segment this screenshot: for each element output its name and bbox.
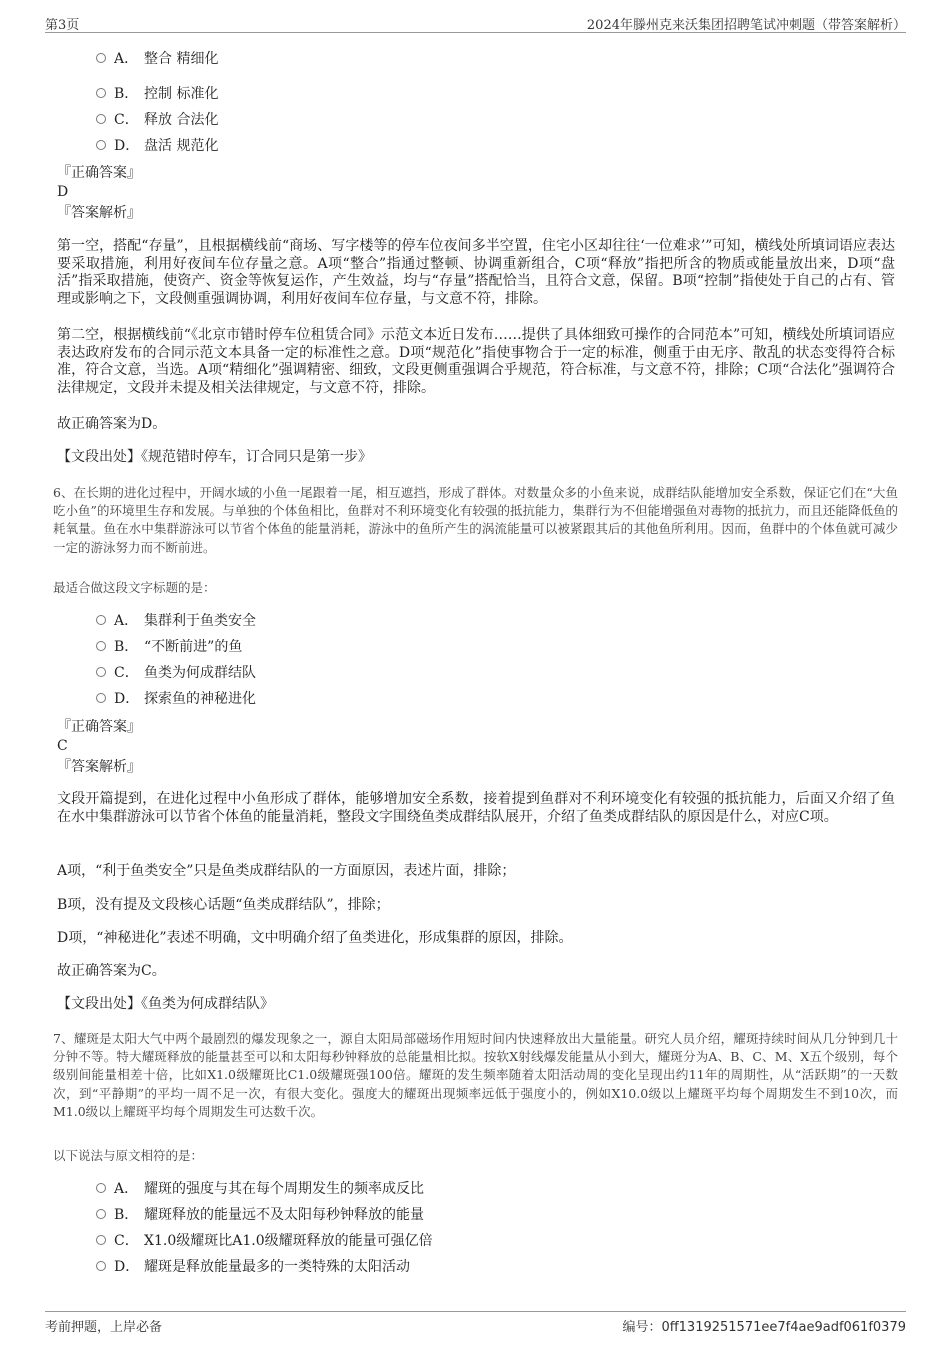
q6-source: 【文段出处】《鱼类为何成群结队》 [57,996,274,1012]
radio-icon[interactable] [96,1183,106,1193]
q7-option-c[interactable]: C． X1.0级耀斑比A1.0级耀斑释放的能量可强亿倍 [96,1231,433,1251]
q6-analysis-paragraph-2: A项，“利于鱼类安全”只是鱼类成群结队的一方面原因，表述片面，排除； [57,863,516,879]
q6-answer-label: 『正确答案』 [57,719,141,735]
q5-analysis-label: 『答案解析』 [57,205,141,221]
q6-prompt: 最适合做这段文字标题的是： [53,580,216,595]
q5-conclusion: 故正确答案为D。 [57,416,167,432]
q7-question-text: 7、耀斑是太阳大气中两个最剧烈的爆发现象之一，源自太阳局部磁场作用短时间内快速释放出大量能量。研究人员介绍，耀斑持续时间从几分钟到几十分钟不等。特大耀斑释放的能量甚至可以和太阳每秒钟释放的总能量相比拟。按软X射线爆发能量从小到大，耀斑分为A、B、C、M、X五个级别，每个级别间能量相差十倍，比如X1.0级耀斑比C1.0级耀斑强100倍。耀斑的发生频率随着太阳活动周的变化呈现出约11年的周期性，从“活跃期”的一天数次，到“平静期”的平均一周不足一次，有很大变化。强度大的耀斑出现频率远低于强度小的，例如X10.0级以上耀斑平均每个周期发生不到10次，而M1.0级以上耀斑平均每个周期发生可达数千次。 [53,1031,898,1119]
radio-icon[interactable] [96,693,106,703]
q6-analysis-paragraph-1: 文段开篇提到，在进化过程中小鱼形成了群体，能够增加安全系数，接着提到鱼群对不利环境变化有较强的抵抗能力，后面又介绍了鱼在水中集群游泳可以节省个体鱼的能量消耗，整段文字围绕鱼类成群结队展开，介绍了鱼类成群结队的原因是什么，对应C项。 [57,791,895,825]
radio-icon[interactable] [96,53,106,63]
radio-icon[interactable] [96,140,106,150]
radio-icon[interactable] [96,615,106,625]
radio-icon[interactable] [96,667,106,677]
q5-source: 【文段出处】《规范错时停车，订合同只是第一步》 [57,449,372,465]
document-serial: 编号：0ff1319251571ee7f4ae9adf061f0379 [622,1320,906,1335]
radio-icon[interactable] [96,1209,106,1219]
q5-answer: D [57,184,69,200]
radio-icon[interactable] [96,114,106,124]
q5-analysis-paragraph-2: 第二空，根据横线前“《北京市错时停车位租赁合同》示范文本近日发布……提供了具体细致可操作的合同范本”可知，横线处所填词语应表达政府发布的合同示范文本具备一定的标准性之意。D项“规范化”指使事物合于一定的标准，侧重于由无序、散乱的状态变得符合标准，符合文意，当选。A项“精细化”强调精密、细致，文段更侧重强调合乎规范，符合标准，与文意不符，排除；C项“合法化”强调符合法律规定，文段并未提及相关法律规定，与文意不符，排除。 [57,327,895,396]
q7-prompt: 以下说法与原文相符的是： [53,1148,204,1163]
q5-option-d[interactable]: D． 盘活 规范化 [96,136,218,156]
q7-option-d[interactable]: D． 耀斑是释放能量最多的一类特殊的太阳活动 [96,1257,410,1277]
q6-option-c[interactable]: C． 鱼类为何成群结队 [96,663,256,683]
q5-option-c[interactable]: C． 释放 合法化 [96,110,218,130]
q6-option-a[interactable]: A． 集群利于鱼类安全 [96,611,256,631]
page-number: 第3页 [45,18,80,33]
q5-option-b[interactable]: B． 控制 标准化 [96,84,218,104]
q6-analysis-paragraph-4: D项，“神秘进化”表述不明确，文中明确介绍了鱼类进化，形成集群的原因，排除。 [57,930,573,946]
radio-icon[interactable] [96,88,106,98]
q6-analysis-label: 『答案解析』 [57,759,141,775]
radio-icon[interactable] [96,1261,106,1271]
q6-option-d[interactable]: D． 探索鱼的神秘进化 [96,689,256,709]
q5-option-a[interactable]: A． 整合 精细化 [96,49,218,69]
q5-answer-label: 『正确答案』 [57,165,141,181]
document-title: 2024年滕州克来沃集团招聘笔试冲刺题（带答案解析） [586,18,906,33]
q6-conclusion: 故正确答案为C。 [57,963,166,979]
q7-option-a[interactable]: A． 耀斑的强度与其在每个周期发生的频率成反比 [96,1179,424,1199]
q5-analysis-paragraph-1: 第一空，搭配“存量”，且根据横线前“商场、写字楼等的停车位夜间多半空置，住宅小区却往往‘一位难求’”可知，横线处所填词语应表达要采取措施，利用好夜间车位存量之意。A项“整合”指通过整顿、协调重新组合，C项“释放”指把所含的物质或能量放出来，D项“盘活”指采取措施，使资产、资金等恢复运作，产生效益，均与“存量”搭配恰当，且符合文意，保留。B项“控制”指使处于自己的占有、管理或影响之下，文段侧重强调协调，利用好夜间车位存量，与文意不符，排除。 [57,238,895,307]
q6-analysis-paragraph-3: B项，没有提及文段核心话题“鱼类成群结队”，排除； [57,897,390,913]
footer-slogan: 考前押题，上岸必备 [45,1320,163,1335]
radio-icon[interactable] [96,641,106,651]
q6-option-b[interactable]: B． “不断前进”的鱼 [96,637,242,657]
q6-question-text: 6、在长期的进化过程中，开阔水域的小鱼一尾跟着一尾，相互遮挡，形成了群体。对数量众多的小鱼来说，成群结队能增加安全系数，保证它们在“大鱼吃小鱼”的环境里生存和发展。与单独的个体鱼相比，鱼群对不利环境变化有较强的抵抗能力，集群行为不但能增强鱼对毒物的抵抗力，而且还能降低鱼的耗氧量。鱼在水中集群游泳可以节省个体鱼的能量消耗，游泳中的鱼所产生的涡流能量可以被紧跟其后的其他鱼所利用。因而，鱼群中的个体鱼就可减少一定的游泳努力而不断前进。 [53,485,898,555]
q6-answer: C [57,738,68,754]
page-footer [45,1311,906,1336]
radio-icon[interactable] [96,1235,106,1245]
q7-option-b[interactable]: B． 耀斑释放的能量远不及太阳每秒钟释放的能量 [96,1205,424,1225]
page-header [45,12,906,33]
